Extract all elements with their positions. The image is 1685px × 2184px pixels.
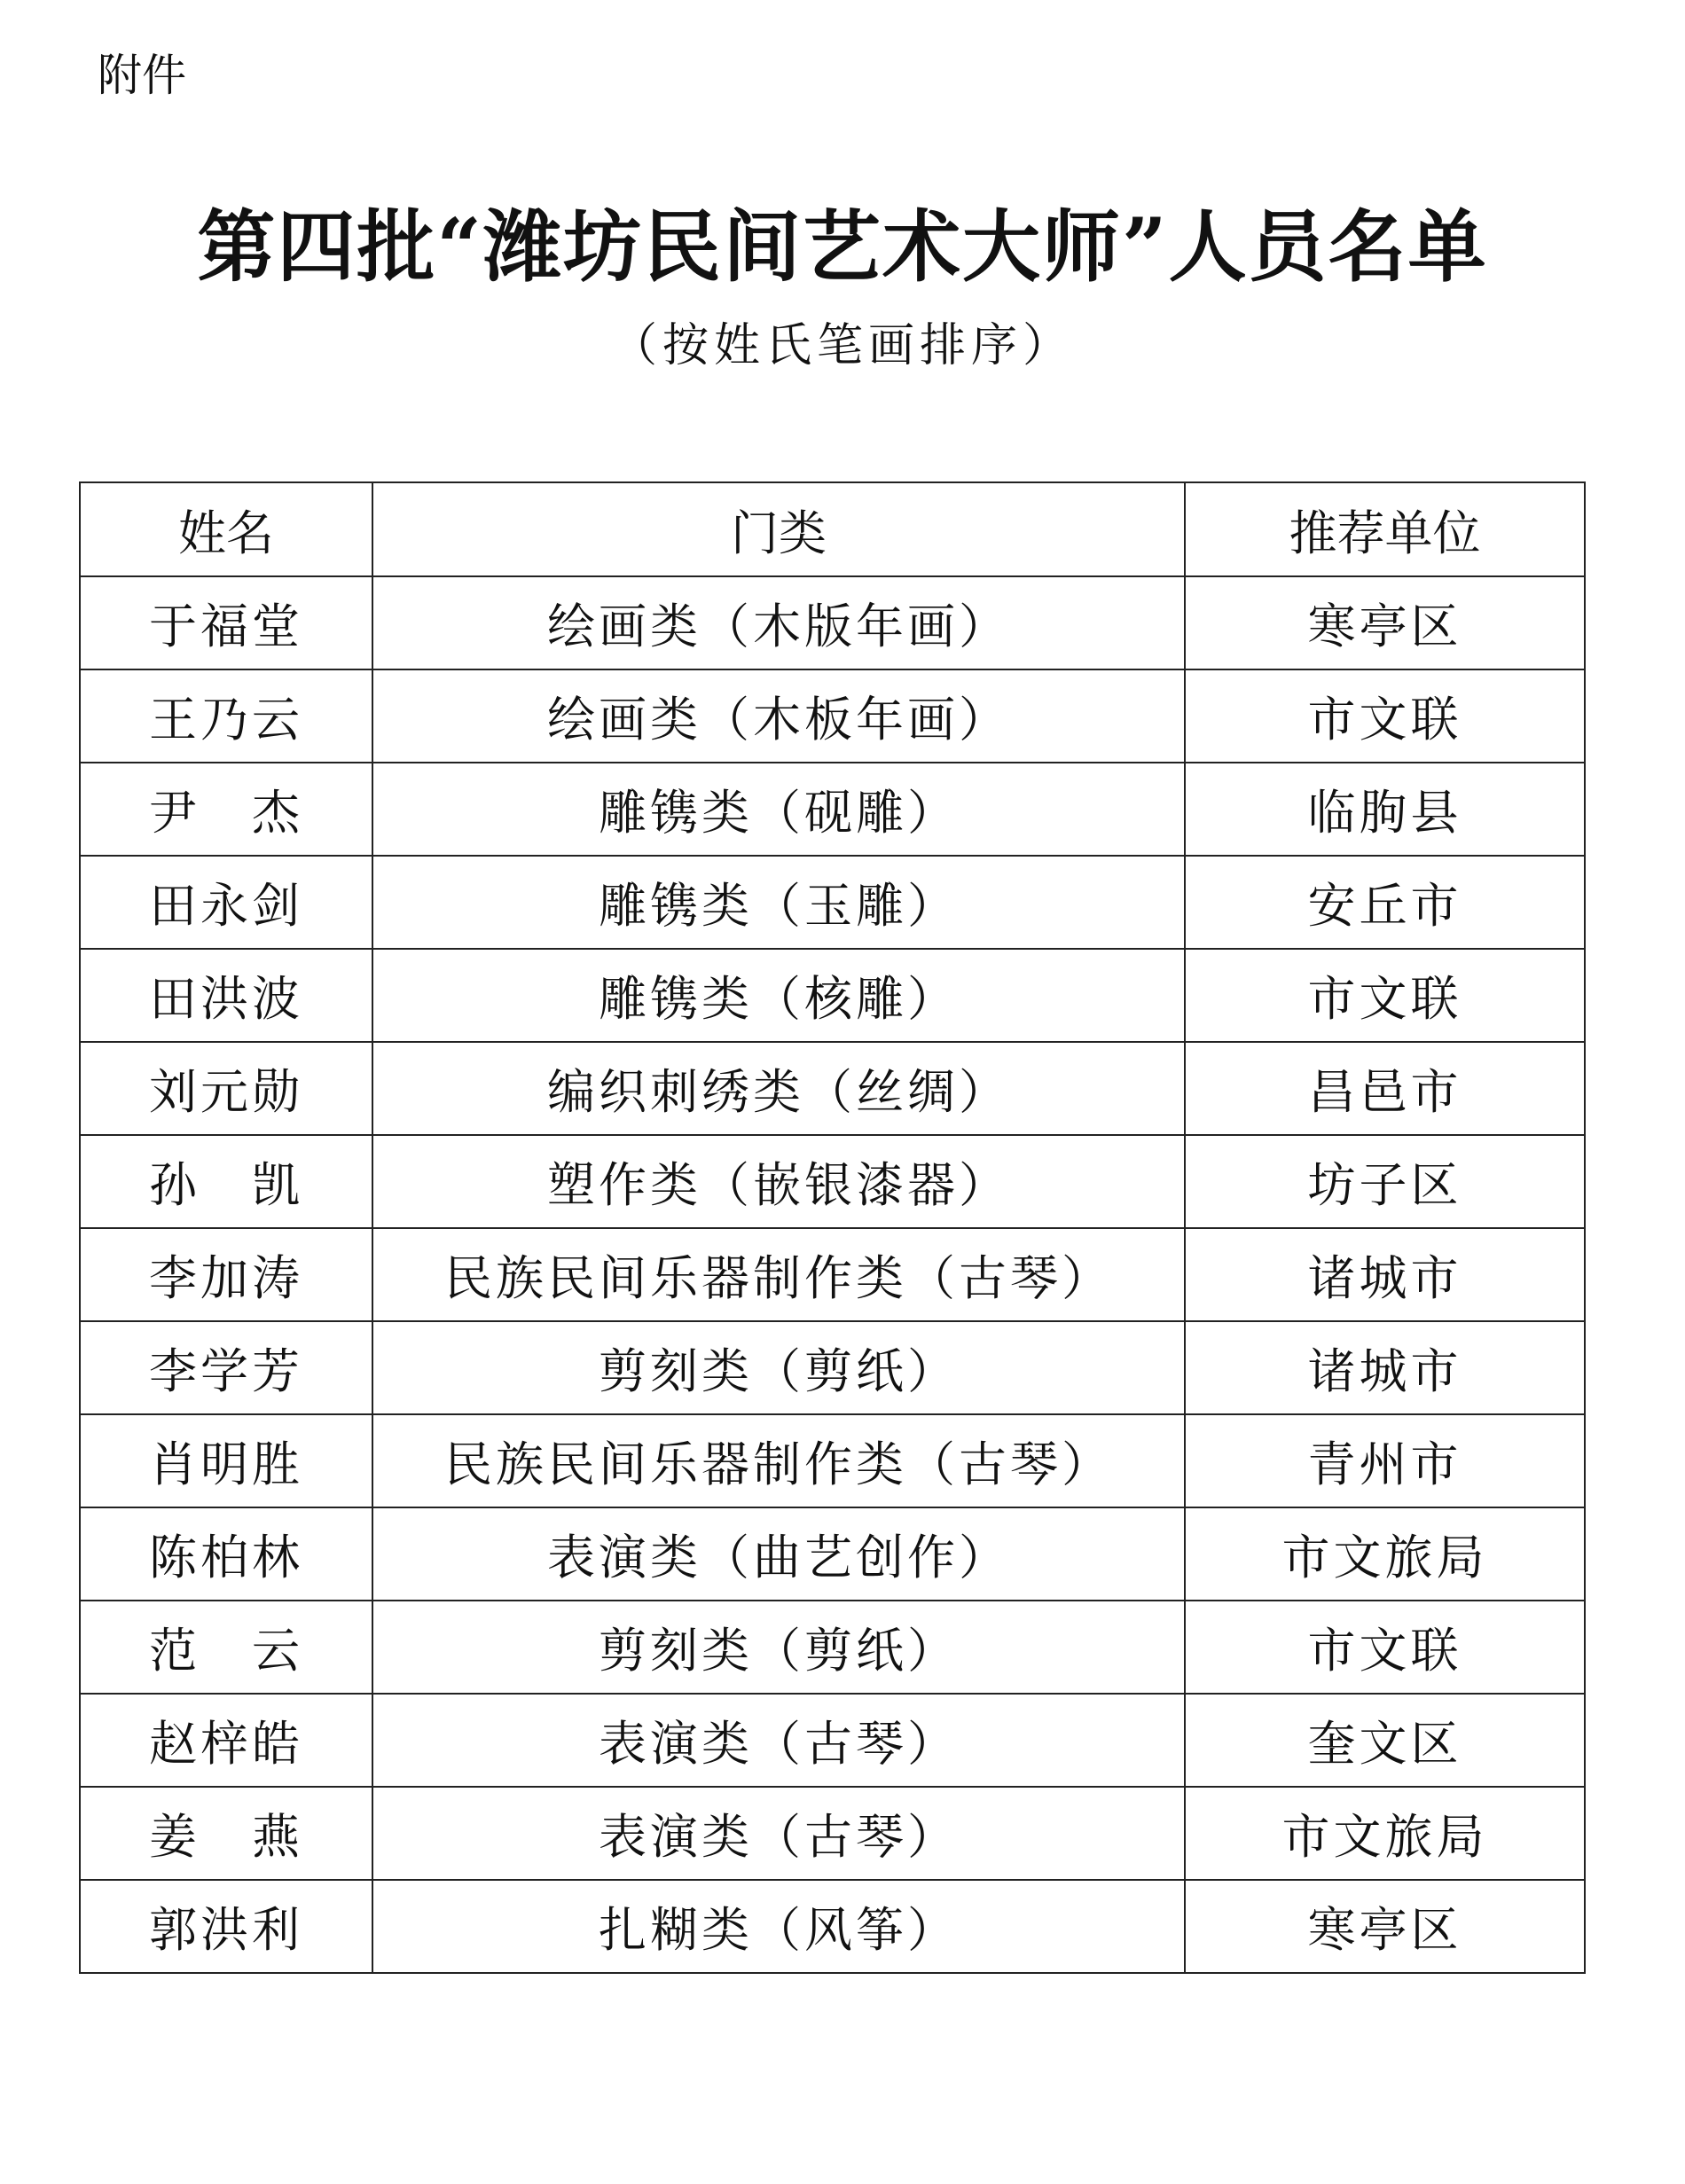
cell-unit: 青州市 xyxy=(1185,1414,1585,1507)
table-row xyxy=(80,1228,1585,1321)
cell-category: 表演类（曲艺创作） xyxy=(372,1507,1185,1601)
cell-category: 编织刺绣类（丝绸） xyxy=(372,1042,1185,1135)
table-row xyxy=(80,1880,1585,1973)
cell-name: 李学芳 xyxy=(80,1321,372,1414)
cell-name: 孙 凯 xyxy=(80,1135,372,1228)
cell-category: 民族民间乐器制作类（古琴） xyxy=(372,1228,1185,1321)
cell-name: 姜 燕 xyxy=(80,1787,372,1880)
attachment-label: 附件 xyxy=(98,50,186,101)
cell-unit: 诸城市 xyxy=(1185,1321,1585,1414)
page-title: 第四批“潍坊民间艺术大师”人员名单 xyxy=(197,200,1488,293)
cell-unit: 市文联 xyxy=(1185,949,1585,1042)
table-row xyxy=(80,1507,1585,1601)
table-row xyxy=(80,1135,1585,1228)
cell-unit: 寒亭区 xyxy=(1185,1880,1585,1973)
cell-unit: 安丘市 xyxy=(1185,856,1585,949)
cell-name: 赵梓皓 xyxy=(80,1694,372,1787)
table-row xyxy=(80,856,1585,949)
table-row xyxy=(80,1787,1585,1880)
cell-name: 于福堂 xyxy=(80,576,372,669)
roster-table xyxy=(79,481,1586,1974)
cell-unit: 市文旅局 xyxy=(1185,1787,1585,1880)
cell-name: 肖明胜 xyxy=(80,1414,372,1507)
header-category: 门类 xyxy=(372,482,1185,576)
cell-unit: 诸城市 xyxy=(1185,1228,1585,1321)
table-row xyxy=(80,763,1585,856)
cell-category: 雕镌类（核雕） xyxy=(372,949,1185,1042)
cell-category: 民族民间乐器制作类（古琴） xyxy=(372,1414,1185,1507)
cell-name: 王乃云 xyxy=(80,669,372,763)
header-name: 姓名 xyxy=(80,482,372,576)
cell-category: 扎糊类（风筝） xyxy=(372,1880,1185,1973)
header-unit: 推荐单位 xyxy=(1185,482,1585,576)
cell-name: 刘元勋 xyxy=(80,1042,372,1135)
cell-name: 田永剑 xyxy=(80,856,372,949)
cell-unit: 奎文区 xyxy=(1185,1694,1585,1787)
cell-category: 塑作类（嵌银漆器） xyxy=(372,1135,1185,1228)
table-row xyxy=(80,949,1585,1042)
cell-category: 绘画类（木板年画） xyxy=(372,669,1185,763)
cell-unit: 昌邑市 xyxy=(1185,1042,1585,1135)
cell-name: 尹 杰 xyxy=(80,763,372,856)
page-subtitle: （按姓氏笔画排序） xyxy=(610,319,1074,372)
cell-name: 陈柏林 xyxy=(80,1507,372,1601)
cell-name: 郭洪利 xyxy=(80,1880,372,1973)
cell-unit: 坊子区 xyxy=(1185,1135,1585,1228)
cell-unit: 市文联 xyxy=(1185,1601,1585,1694)
table-row xyxy=(80,1321,1585,1414)
cell-name: 李加涛 xyxy=(80,1228,372,1321)
table-header-row xyxy=(80,482,1585,576)
cell-unit: 临朐县 xyxy=(1185,763,1585,856)
cell-unit: 市文联 xyxy=(1185,669,1585,763)
cell-category: 剪刻类（剪纸） xyxy=(372,1601,1185,1694)
cell-name: 范 云 xyxy=(80,1601,372,1694)
table-row xyxy=(80,669,1585,763)
table-row xyxy=(80,576,1585,669)
cell-name: 田洪波 xyxy=(80,949,372,1042)
table-row xyxy=(80,1601,1585,1694)
cell-category: 绘画类（木版年画） xyxy=(372,576,1185,669)
table-row xyxy=(80,1042,1585,1135)
table-row xyxy=(80,1694,1585,1787)
table-body xyxy=(80,576,1585,1973)
cell-category: 表演类（古琴） xyxy=(372,1694,1185,1787)
cell-category: 表演类（古琴） xyxy=(372,1787,1185,1880)
cell-unit: 市文旅局 xyxy=(1185,1507,1585,1601)
cell-category: 雕镌类（玉雕） xyxy=(372,856,1185,949)
cell-category: 剪刻类（剪纸） xyxy=(372,1321,1185,1414)
table-row xyxy=(80,1414,1585,1507)
cell-category: 雕镌类（砚雕） xyxy=(372,763,1185,856)
cell-unit: 寒亭区 xyxy=(1185,576,1585,669)
